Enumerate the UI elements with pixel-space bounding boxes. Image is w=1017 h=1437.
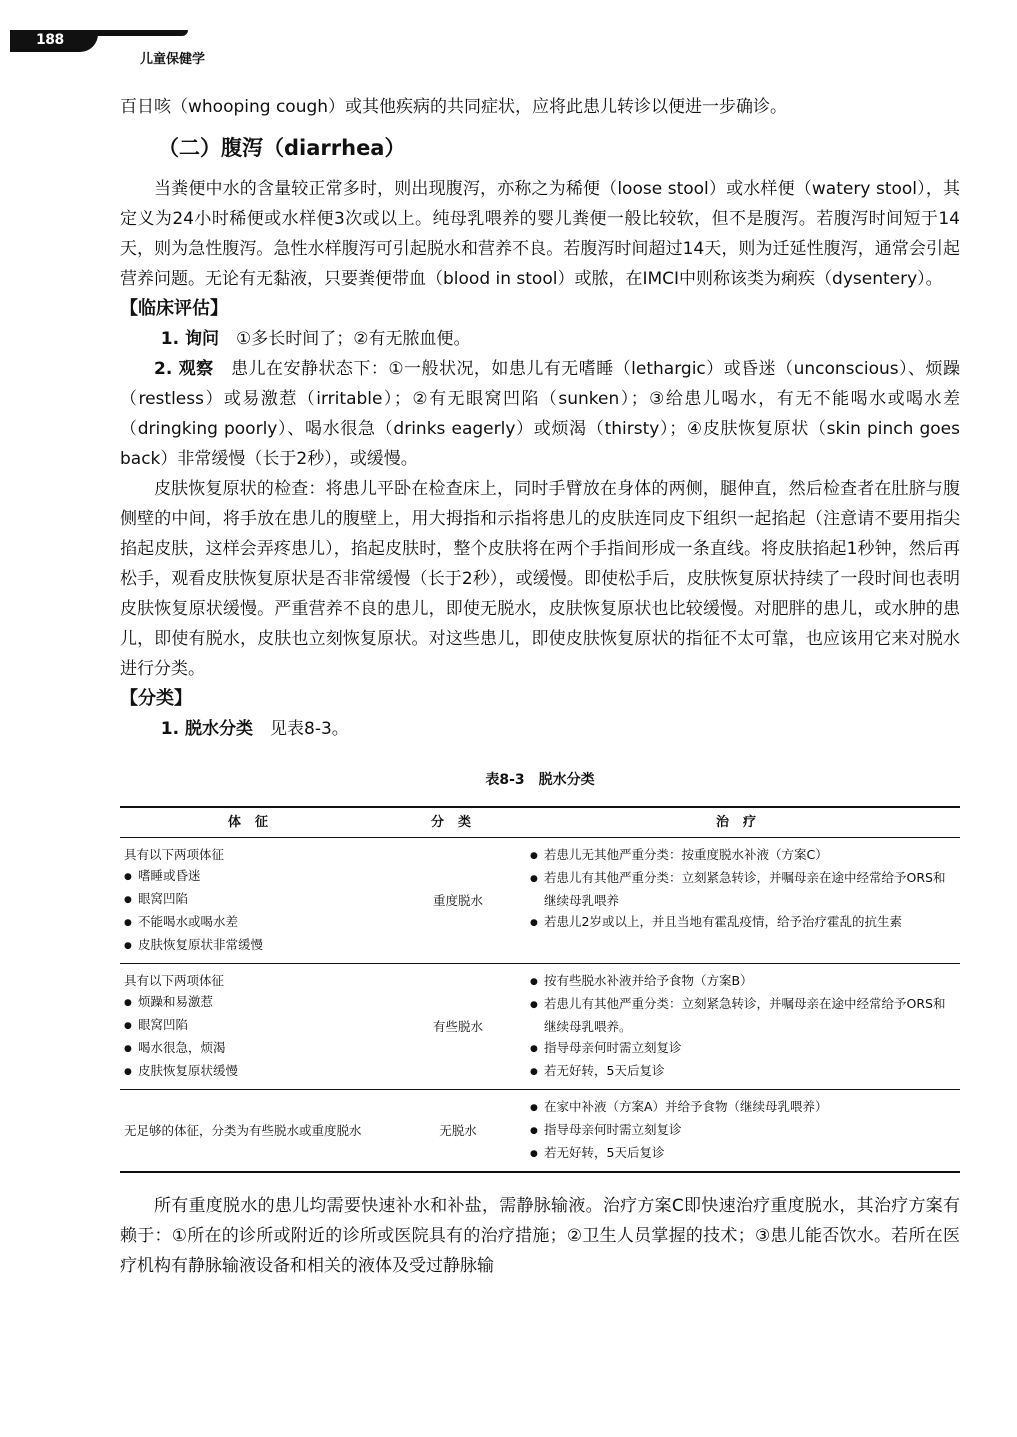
assessment-item-ask	[120, 324, 960, 354]
treatment-item: ● 按有些脱水补液并给予食物（方案B）	[530, 970, 956, 993]
classification-cell: 重度脱水	[432, 893, 483, 908]
clinical-assessment-heading: 【临床评估】	[120, 298, 228, 319]
table-row	[120, 1090, 960, 1173]
item-label: 2. 观察	[154, 359, 214, 379]
treatment-cell	[526, 1090, 960, 1173]
item-label: 1. 询问	[160, 329, 220, 349]
header-treatment: 治疗	[526, 807, 960, 838]
sign-item: ● 喝水很急，烦渴	[124, 1037, 386, 1060]
signs-intro: 具有以下两项体征	[124, 847, 225, 862]
dehydration-table	[120, 806, 960, 1173]
classification-cell: 无脱水	[390, 1090, 526, 1173]
sign-item: ● 眼窝凹陷	[124, 888, 386, 911]
section-title: （二）腹泻（diarrhea）	[158, 136, 406, 160]
table-header-row	[120, 807, 960, 838]
signs-cell	[120, 1090, 390, 1173]
sign-item: ● 皮肤恢复原状缓慢	[124, 1060, 386, 1083]
table-row	[120, 964, 960, 1090]
signs-cell	[120, 964, 390, 1090]
skin-check-paragraph: 皮肤恢复原状的检查：将患儿平卧在检查床上，同时手臂放在身体的两侧，腿伸直，然后检查者在肚脐与腹侧壁的中间，将手放在患儿的腹壁上，用大拇指和示指将患儿的皮肤连同皮下组织一起掐起（注意请不要用指尖掐起皮肤，这样会弄疼患儿），掐起皮肤时，整个皮肤将在两个手指间形成一条直线。将皮肤掐起1秒钟，然后再松手，观看皮肤恢复原状是否非常缓慢（长于2秒），或缓慢。即使松手后，皮肤恢复原状持续了一段时间也表明皮肤恢复原状缓慢。严重营养不良的患儿，即使无脱水，皮肤恢复原状也比较缓慢。对肥胖的患儿，或水肿的患儿，即使有脱水，皮肤也立刻恢复原状。对这些患儿，即使皮肤恢复原状的指征不太可靠，也应该用它来对脱水进行分类。	[120, 479, 960, 679]
signs-intro: 具有以下两项体征	[124, 973, 225, 988]
treatment-cell	[526, 838, 960, 964]
treatment-item: ● 若患儿有其他严重分类：立刻紧急转诊，并嘱母亲在途中经常给予ORS和继续母乳喂养	[530, 867, 956, 911]
treatment-item: ● 在家中补液（方案A）并给予食物（继续母乳喂养）	[530, 1096, 956, 1119]
sign-item: ● 烦躁和易激惹	[124, 991, 386, 1014]
page-number: 188	[36, 32, 64, 48]
treatment-plan-paragraph: 所有重度脱水的患儿均需要快速补水和补盐，需静脉输液。治疗方案C即快速治疗重度脱水，其治疗方案有赖于：①所在的诊所或附近的诊所或医院具有的治疗措施；②卫生人员掌握的技术；③患儿能否饮水。若所在医疗机构有静脉输液设备和相关的液体及受过静脉输	[120, 1196, 960, 1276]
classification-cell: 有些脱水	[390, 964, 526, 1090]
definition-paragraph: 当粪便中水的含量较正常多时，则出现腹泻，亦称之为稀便（loose stool）或水样便（watery stool），其定义为24小时稀便或水样便3次或以上。纯母乳喂养的婴儿粪便一般比较软，但不是腹泻。若腹泻时间短于14天，则为急性腹泻。急性水样腹泻可引起脱水和营养不良。若腹泻时间超过14天，则为迁延性腹泻，通常会引起营养问题。无论有无黏液，只要粪便带血（blood in stool）或脓，在IMCI中则称该类为痢疾（dysentery）。	[120, 179, 960, 289]
item-label: 1. 脱水分类	[160, 719, 254, 739]
header-classification: 分类	[390, 807, 526, 838]
assessment-item-observe	[120, 354, 960, 474]
treatment-item: ● 若患儿2岁或以上，并且当地有霍乱疫情，给予治疗霍乱的抗生素	[530, 911, 956, 934]
treatment-item: ● 若患儿无其他严重分类：按重度脱水补液（方案C）	[530, 844, 956, 867]
treatment-item: ● 若无好转，5天后复诊	[530, 1060, 956, 1083]
treatment-item: ● 指导母亲何时需立刻复诊	[530, 1037, 956, 1060]
signs-intro: 无足够的体征，分类为有些脱水或重度脱水	[124, 1123, 362, 1138]
page-content	[120, 92, 960, 1281]
sign-item: ● 眼窝凹陷	[124, 1014, 386, 1037]
table-caption: 表8-3 脱水分类	[485, 772, 595, 788]
sign-item: ● 不能喝水或喝水差	[124, 911, 386, 934]
item-text: 见表8-3。	[270, 719, 349, 739]
header-signs: 体征	[120, 807, 390, 838]
treatment-item: ● 若无好转，5天后复诊	[530, 1142, 956, 1165]
running-title: 儿童保健学	[140, 52, 206, 67]
item-text: 患儿在安静状态下：①一般状况，如患儿有无嗜睡（lethargic）或昏迷（unconscious）、烦躁（restless）或易激惹（irritable）；②有无眼窝凹陷（sunken）；③给患儿喝水，有无不能喝水或喝水差（dringking poorly）、喝水很急（drinks eagerly）或烦渴（thirsty）；④皮肤恢复原状（skin pinch goes back）非常缓慢（长于2秒），或缓慢。	[120, 359, 960, 469]
sign-item: ● 嗜睡或昏迷	[124, 865, 386, 888]
treatment-cell	[526, 964, 960, 1090]
treatment-item: ● 若患儿有其他严重分类：立刻紧急转诊，并嘱母亲在途中经常给予ORS和继续母乳喂养。	[530, 993, 956, 1037]
intro-paragraph: 百日咳（whooping cough）或其他疾病的共同症状，应将此患儿转诊以便进一步确诊。	[120, 97, 788, 117]
treatment-item: ● 指导母亲何时需立刻复诊	[530, 1119, 956, 1142]
sign-item: ● 皮肤恢复原状非常缓慢	[124, 934, 386, 957]
item-text: ①多长时间了；②有无脓血便。	[236, 329, 471, 349]
classification-heading: 【分类】	[120, 688, 192, 709]
classification-item	[120, 714, 960, 744]
signs-cell	[120, 838, 390, 964]
table-row	[120, 838, 960, 964]
